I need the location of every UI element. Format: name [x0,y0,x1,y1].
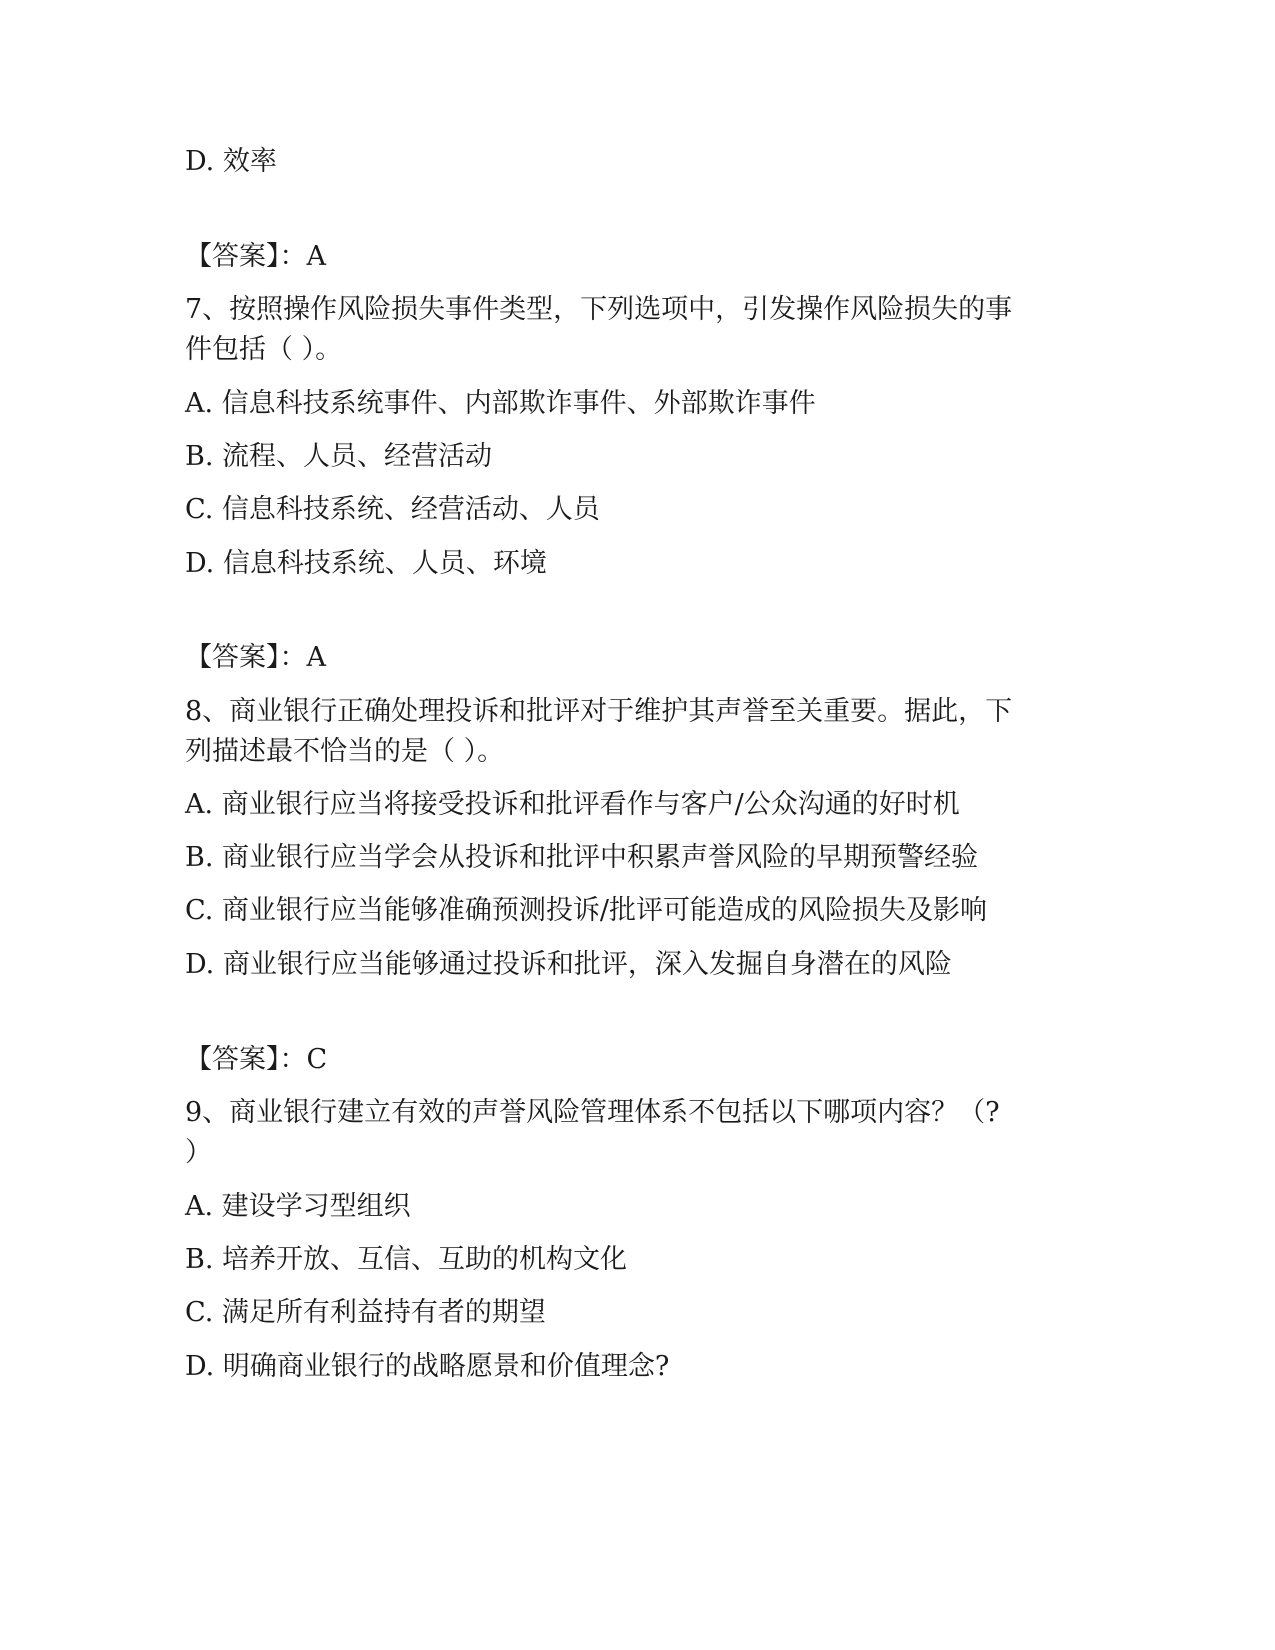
q9-stem-line1: 9、商业银行建立有效的声誉风险管理体系不包括以下哪项内容？（? [185,1097,1000,1128]
q7-option-b: B. 流程、人员、经营活动 [185,441,493,472]
q7-stem-line1: 7、按照操作风险损失事件类型，下列选项中，引发操作风险损失的事 [185,294,1013,325]
q8-stem-line2: 列描述最不恰当的是（ ）。 [185,736,505,767]
q7-option-a: A. 信息科技系统事件、内部欺诈事件、外部欺诈事件 [185,388,816,419]
q9-stem-line2: ） [185,1137,212,1168]
q8-option-b: B. 商业银行应当学会从投诉和批评中积累声誉风险的早期预警经验 [185,842,979,873]
q8-stem-line1: 8、商业银行正确处理投诉和批评对于维护其声誉至关重要。据此，下 [185,696,1013,727]
q6-option-d: D. 效率 [185,146,277,177]
q7-stem-line2: 件包括（ ）。 [185,334,343,365]
q7-answer: 【答案】：A [185,642,326,673]
q9-option-b: B. 培养开放、互信、互助的机构文化 [185,1244,628,1275]
q9-option-c: C. 满足所有利益持有者的期望 [185,1297,546,1328]
q8-option-d: D. 商业银行应当能够通过投诉和批评，深入发掘自身潜在的风险 [185,949,952,980]
q9-option-d: D. 明确商业银行的战略愿景和价值理念? [185,1351,670,1382]
q8-option-c: C. 商业银行应当能够准确预测投诉/批评可能造成的风险损失及影响 [185,895,987,926]
q7-option-d: D. 信息科技系统、人员、环境 [185,548,547,579]
q8-option-a: A. 商业银行应当将接受投诉和批评看作与客户/公众沟通的好时机 [185,789,960,820]
q7-option-c: C. 信息科技系统、经营活动、人员 [185,494,600,525]
q8-answer: 【答案】：C [185,1044,328,1075]
q6-answer: 【答案】：A [185,241,326,272]
q9-option-a: A. 建设学习型组织 [185,1191,411,1222]
